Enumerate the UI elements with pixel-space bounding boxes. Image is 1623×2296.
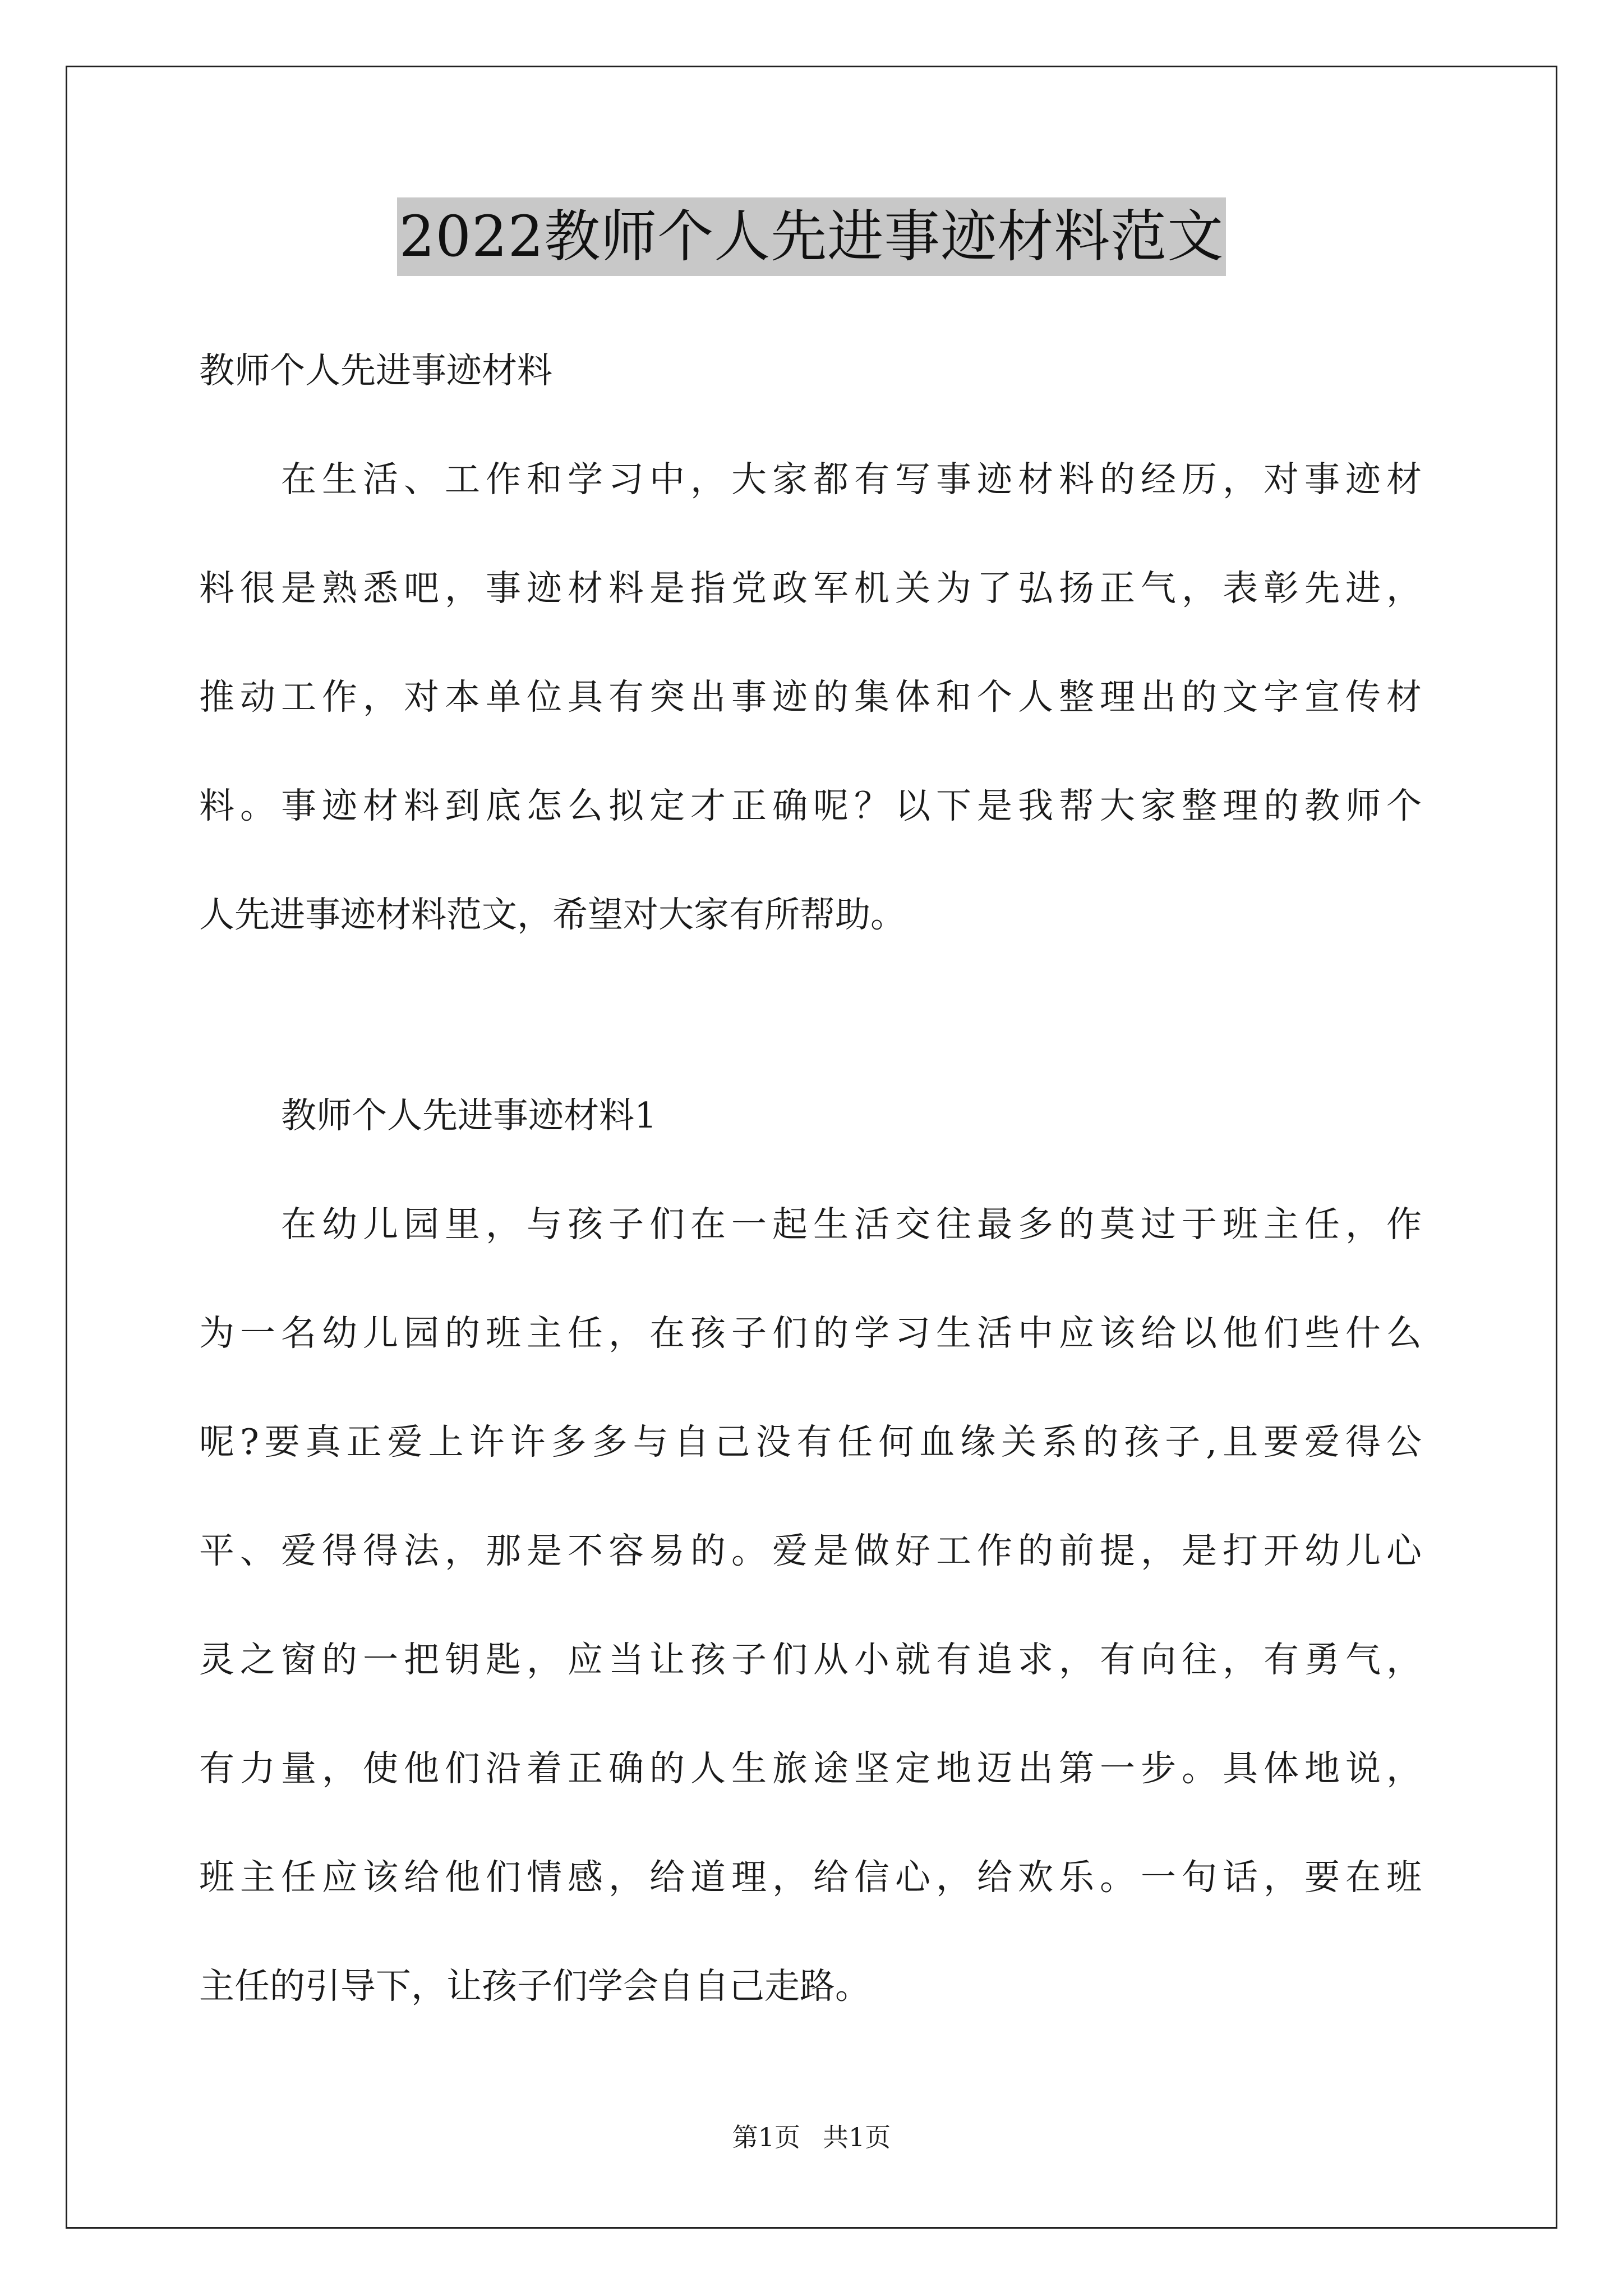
paragraph-line: 料。事迹材料到底怎么拟定才正确呢？以下是我帮大家整理的教师个 [199,785,1422,826]
paragraph-line: 灵之窗的一把钥匙，应当让孩子们从小就有追求，有向往，有勇气， [199,1639,1422,1680]
paragraph-line: 平、爱得得法，那是不容易的。爱是做好工作的前提，是打开幼儿心 [199,1530,1422,1571]
title-container [0,197,1623,276]
section-one [199,1061,1422,2041]
page-total: 共1页 [823,2122,891,2152]
page-number: 第1页 [732,2122,800,2152]
paragraph-line: 呢?要真正爱上许许多多与自己没有任何血缘关系的孩子,且要爱得公 [199,1421,1422,1462]
intro-heading: 教师个人先进事迹材料 [199,350,552,391]
paragraph-line: 推动工作，对本单位具有突出事迹的集体和个人整理出的文字宣传材 [199,677,1422,717]
document-title: 2022教师个人先进事迹材料范文 [397,197,1227,276]
paragraph-line: 在生活、工作和学习中，大家都有写事迹材料的经历，对事迹材 [281,459,1422,500]
intro-section [199,316,1422,969]
paragraph-line: 料很是熟悉吧，事迹材料是指党政军机关为了弘扬正气，表彰先进， [199,568,1422,609]
page-footer [0,2120,1623,2154]
paragraph-line: 班主任应该给他们情感，给道理，给信心，给欢乐。一句话，要在班 [199,1857,1422,1898]
paragraph-line: 有力量，使他们沿着正确的人生旅途坚定地迈出第一步。具体地说， [199,1748,1422,1789]
section-heading: 教师个人先进事迹材料1 [281,1095,657,1136]
paragraph-line: 人先进事迹材料范文，希望对大家有所帮助。 [199,894,906,935]
paragraph-line: 在幼儿园里，与孩子们在一起生活交往最多的莫过于班主任，作 [281,1204,1422,1245]
paragraph-line: 主任的引导下，让孩子们学会自自己走路。 [199,1966,870,2007]
paragraph-line: 为一名幼儿园的班主任，在孩子们的学习生活中应该给以他们些什么 [199,1313,1422,1354]
